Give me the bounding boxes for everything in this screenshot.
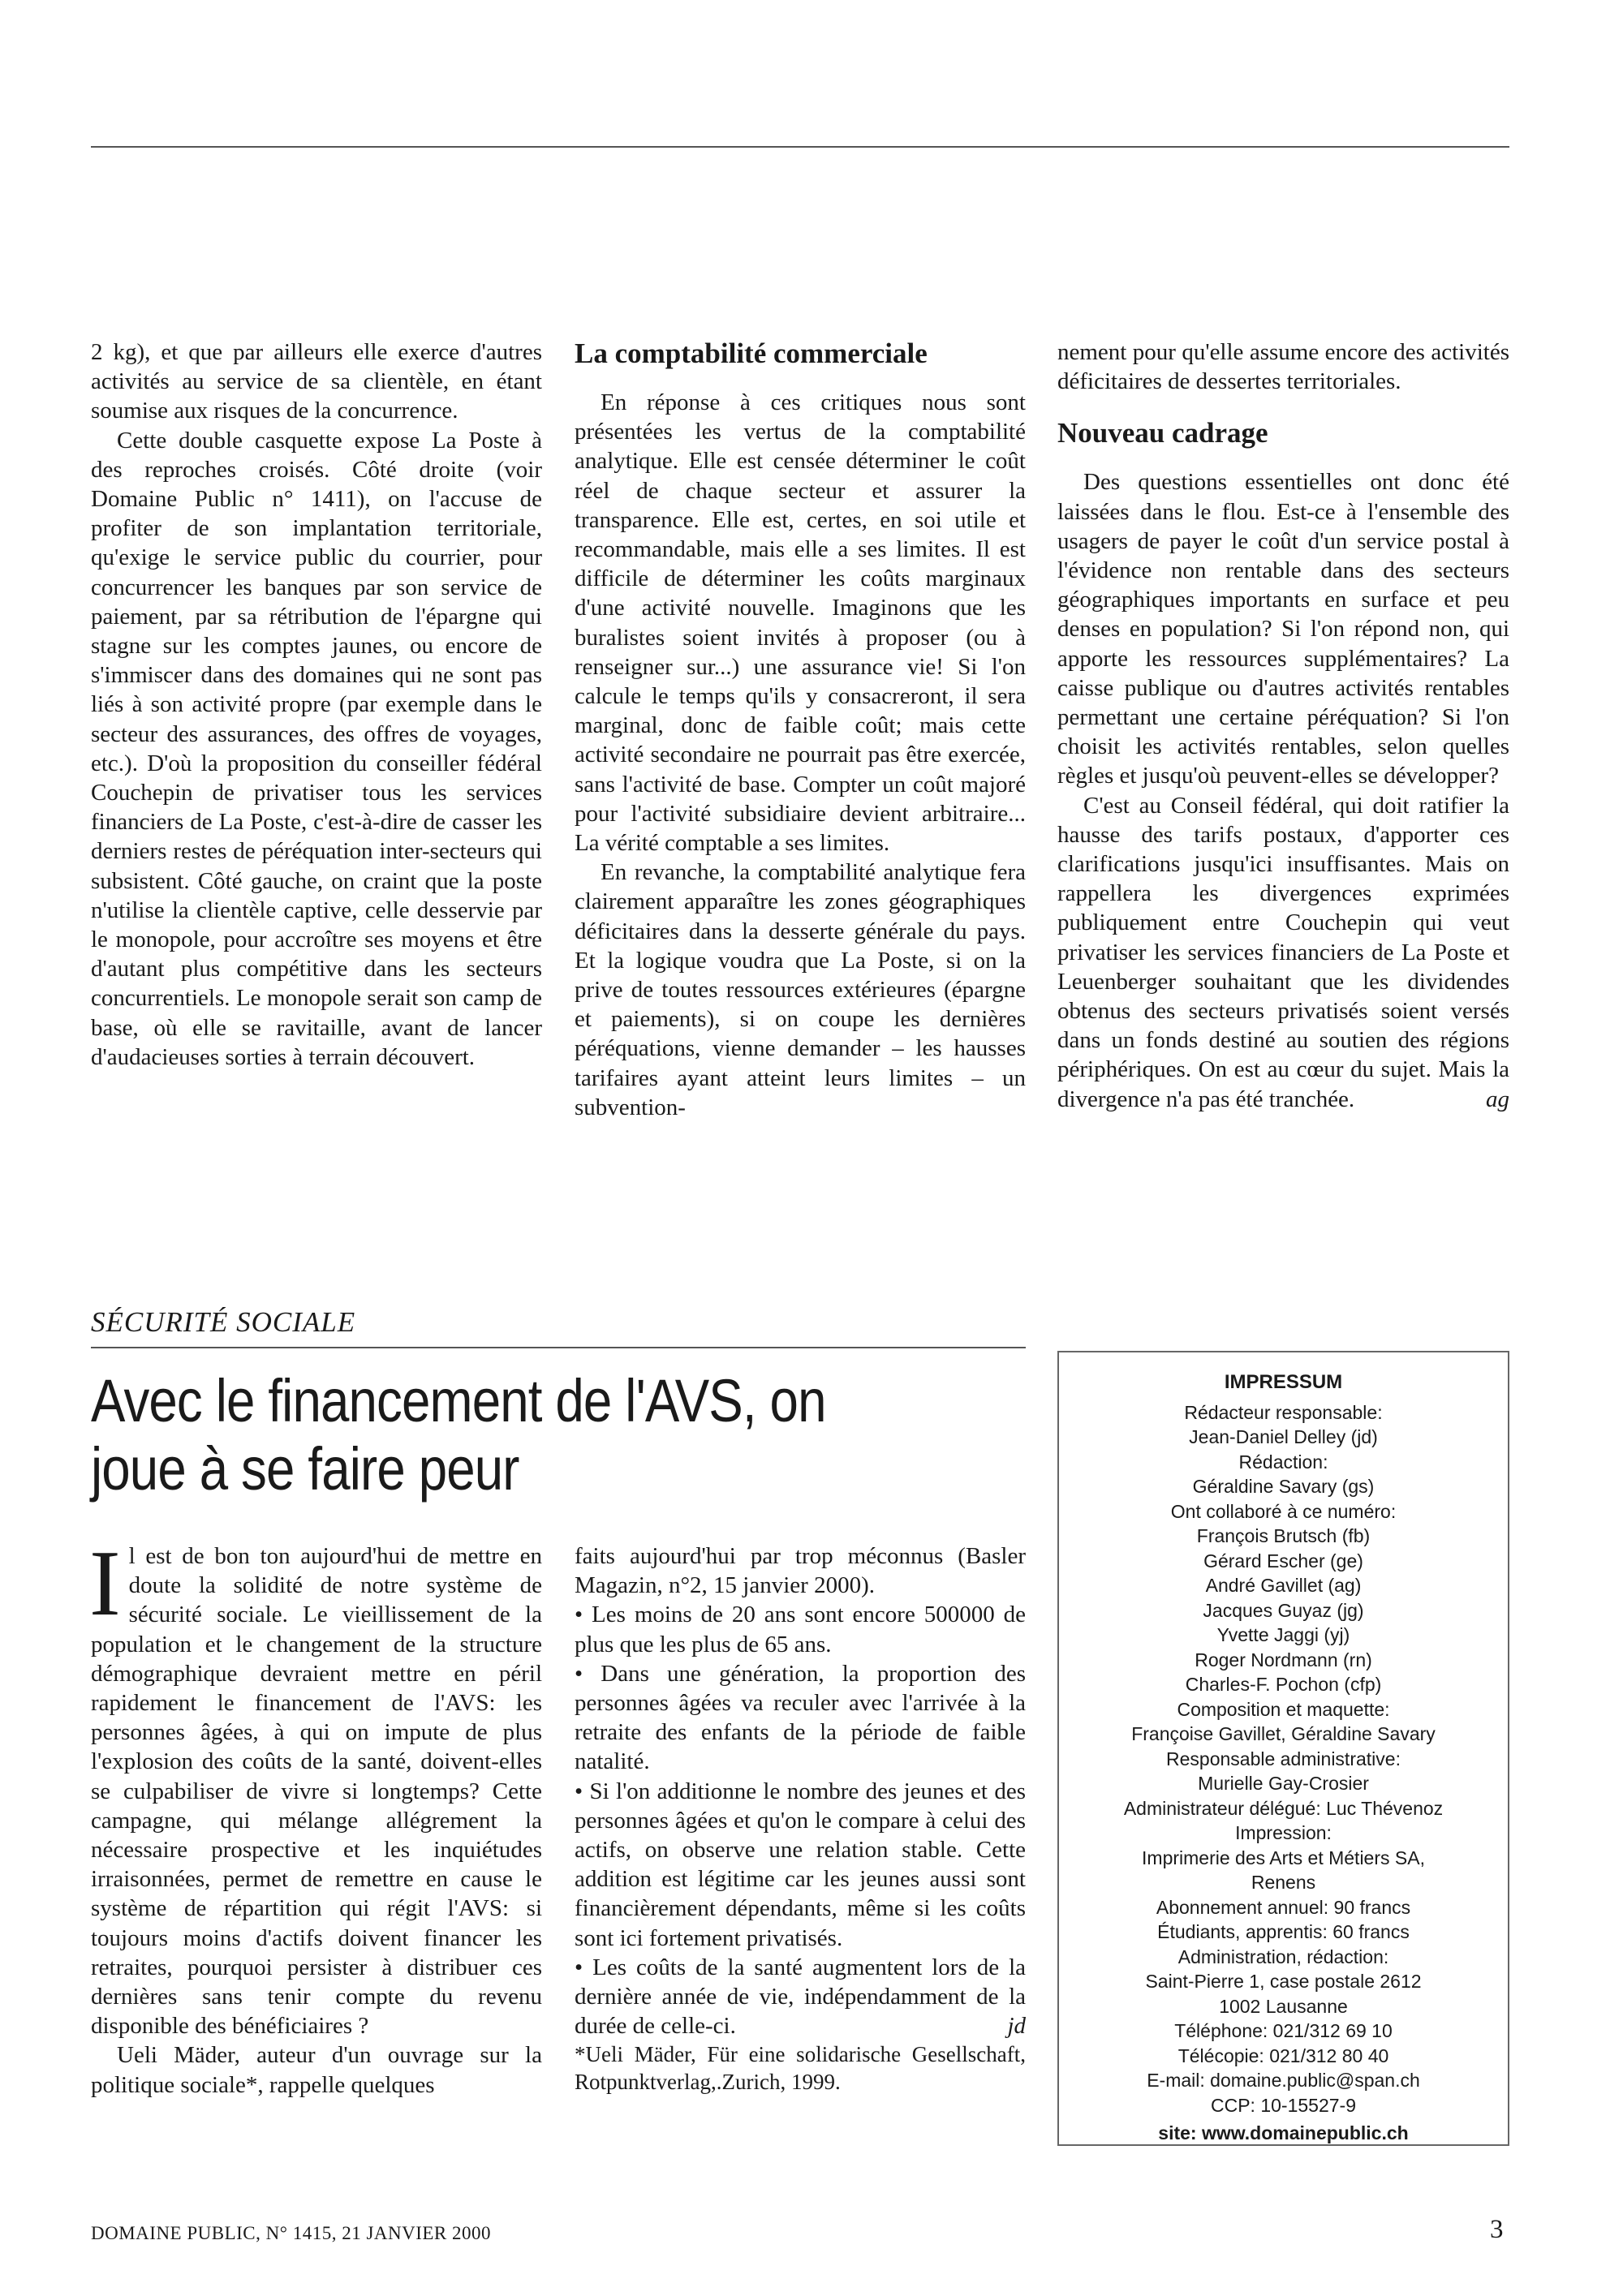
paragraph: faits aujourd'hui par trop méconnus (Basler Magazin, n°2, 15 janvier 2000). (575, 1543, 1026, 1599)
impressum-line: Télécopie: 021/312 80 40 (1177, 2044, 1389, 2066)
impressum-line: Françoise Gavillet, Géraldine Savary (1131, 1723, 1436, 1744)
article-column-1 (91, 338, 542, 1072)
paragraph-text: C'est au Conseil fédéral, qui doit ratifier la hausse des tarifs postaux, d'apporter ces clarifications jusqu'ici insuffisantes. Mais on rappellera les divergences exprimées publiquement entre Couchepin qui veut privatiser les services financiers de La Poste et Leuenberger souhaitant que les dividendes obtenus des secteurs privatisés soient versés dans un fonds destiné au soutien des régions périphériques. On est au cœur du sujet. Mais la divergence n'a pas été tranchée. (1057, 792, 1509, 1112)
impressum-line: Yvette Jaggi (yj) (1216, 1624, 1350, 1645)
impressum-line: Administration, rédaction: (1177, 1946, 1389, 1967)
impressum-line: 1002 Lausanne (1219, 1995, 1348, 2017)
impressum-lines (1059, 1400, 1508, 2118)
bullet-text: • Les coûts de la santé augmentent lors de la dernière année de vie, indépendamment de la durée de celle-ci. (575, 1954, 1026, 2040)
footer-publication: DOMAINE PUBLIC, N° 1415, 21 JANVIER 2000 (91, 2223, 492, 2243)
top-rule (91, 146, 1509, 148)
impressum-line: Géraldine Savary (gs) (1192, 1476, 1375, 1497)
article-column-3 (1057, 338, 1509, 1114)
subheading: Nouveau cadrage (1057, 417, 1268, 449)
paragraph: Des questions essentielles ont donc été laissées dans le flou. Est-ce à l'ensemble des usagers de payer le coût d'un service postal à l'évidence non rentable dans des secteurs géographiques importants en surface et peu denses en population? Si l'on répond non, qui apporte les ressources supplémentaires? La caisse publique ou d'autres activités rentables permettant une certaine péréquation? Si l'on choisit les activités rentables, selon quelles règles et jusqu'où peuvent-elles se développer? (1057, 469, 1509, 789)
paragraph: En revanche, la comptabilité analytique fera clairement apparaître les zones géographiques déficitaires dans la desserte générale du pays. Et la logique voudra que La Poste, si on la prive de toutes ressources extérieures (épargne et paiements), si on coupe les dernières péréquations, vienne demander – les hausses tarifaires ayant atteint leurs limites – un subvention- (575, 859, 1026, 1120)
author-signature: ag (1486, 1086, 1509, 1112)
author-signature: jd (1007, 2013, 1026, 2040)
footnote: *Ueli Mäder, Für eine solidarische Gesellschaft, Rotpunktverlag,.Zurich, 1999. (575, 2042, 1026, 2095)
paragraph: Cette double casquette expose La Poste à des reproches croisés. Côté droite (voir Domaine Public n° 1411), on l'accuse de profiter de son implantation territoriale, qu'exige le service public du courrier, pour concurrencer les banques par son service de paiement, par sa rétribution de l'épargne qui stagne sur les comptes jaunes, ou encore de s'immiscer dans des domaines qui ne sont pas liés à son activité propre (par exemple dans le secteur des assurances, des offres de voyages, etc.). D'où la proposition du conseiller fédéral Couchepin de privatiser tous les services financiers de La Poste, c'est-à-dire de casser les derniers restes de péréquation inter-secteurs qui subsistent. Côté gauche, on craint que la poste n'utilise la clientèle captive, celle desservie par le monopole, pour accroître ses moyens et être d'autant plus compétitive dans les secteurs concurrentiels. Le monopole serait son camp de base, où elle se ravitaille, avant de lancer d'audacieuses sorties à terrain découvert. (91, 427, 542, 1070)
bullet-item: • Si l'on additionne le nombre des jeunes et des personnes âgées et qu'on le compare à celui des actifs, on observe une relation stable. Cette addition est légitime car les jeunes aussi sont financièrement dépendants, même si les coûts sont ici fortement privatisés. (575, 1778, 1026, 1951)
impressum-line: François Brutsch (fb) (1196, 1525, 1371, 1546)
section-kicker: SÉCURITÉ SOCIALE (91, 1306, 356, 1338)
impressum-line: Roger Nordmann (rn) (1195, 1649, 1372, 1670)
impressum-line: Gérard Escher (ge) (1203, 1550, 1363, 1572)
paragraph (1057, 791, 1509, 1114)
paragraph-text: l est de bon ton aujourd'hui de mettre en doute la solidité de notre système de sécurité sociale. Le vieillissement de la population et le changement de la structure démographique devraient mettre en péril rapidement le financement de l'AVS: les personnes âgées, à qui on impute de plus l'explosion des coûts de la santé, doivent-elles se culpabiliser de vivre si longtemps? Cette campagne, qui mélange allégrement la nécessaire prospective et les inquiétudes irraisonnées, permet de remettre en cause le système de répartition qui régit l'AVS: si toujours moins d'actifs doivent financer les retraites, pourquoi persister à distribuer ces dernières sans tenir compte du revenu disponible des bénéficiaires ? (91, 1543, 542, 2040)
impressum-line: Impression: (1235, 1822, 1332, 1843)
paragraph: En réponse à ces critiques nous sont présentées les vertus de la comptabilité analytique. Elle est censée déterminer le coût réel de chaque secteur et assurer la transparence. Elle est, certes, en soi utile et recommandable, mais elle a ses limites. Il est difficile de déterminer les coûts marginaux d'une activité nouvelle. Imaginons que les buralistes soient invités à proposer (ou à renseigner sur...) une assurance vie! Si l'on calcule le temps qu'ils y consacreront, il sera marginal, donc de faible coût; mais cette activité secondaire ne pourrait pas être exercée, sans l'activité de base. Compter un coût majoré pour l'activité subsidiaire devient arbitraire... La vérité comptable a ses limites. (575, 389, 1026, 857)
impressum-line: Imprimerie des Arts et Métiers SA, (1142, 1847, 1425, 1868)
impressum-line: Murielle Gay-Crosier (1198, 1773, 1369, 1794)
impressum-line: Jean-Daniel Delley (jd) (1189, 1426, 1378, 1447)
kicker-rule (91, 1347, 1026, 1348)
bullet-item: • Les moins de 20 ans sont encore 500000 de plus que les plus de 65 ans. (575, 1602, 1026, 1658)
paragraph: 2 kg), et que par ailleurs elle exerce d'autres activités au service de sa clientèle, en étant soumise aux risques de la concurrence. (91, 339, 542, 424)
article2-column-2 (575, 1541, 1026, 2096)
impressum-box (1057, 1351, 1509, 2146)
paragraph (89, 1532, 542, 2040)
impressum-line: Rédacteur responsable: (1184, 1401, 1383, 1423)
impressum-line: Charles-F. Pochon (cfp) (1185, 1674, 1382, 1695)
impressum-line: Ont collaboré à ce numéro: (1170, 1500, 1397, 1522)
paragraph: nement pour qu'elle assume encore des activités déficitaires de dessertes territoriales. (1057, 339, 1509, 395)
impressum-line: Administrateur délégué: Luc Thévenoz (1123, 1797, 1444, 1819)
bullet-item (575, 1953, 1026, 2041)
article2-column-1 (89, 1532, 542, 2100)
impressum-website: site: www.domainepublic.ch (1158, 2122, 1409, 2143)
article-headline: Avec le financement de l'AVS, on joue à se faire peur (91, 1367, 826, 1503)
impressum-line: Abonnement annuel: 90 francs (1156, 1896, 1411, 1918)
impressum-line: CCP: 10-15527-9 (1211, 2094, 1356, 2116)
subheading: La comptabilité commerciale (575, 338, 928, 369)
paragraph: Ueli Mäder, auteur d'un ouvrage sur la politique sociale*, rappelle quelques (91, 2042, 542, 2098)
impressum-line: Jacques Guyaz (jg) (1203, 1599, 1364, 1621)
bullet-item: • Dans une génération, la proportion des personnes âgées va reculer avec l'arrivée à la retraite des enfants de la période de faible natalité. (575, 1660, 1026, 1775)
impressum-line: André Gavillet (ag) (1205, 1575, 1362, 1596)
drop-cap: I (89, 1532, 121, 1636)
impressum-title: IMPRESSUM (1224, 1371, 1343, 1393)
impressum-line: Étudiants, apprentis: 60 francs (1157, 1921, 1410, 1942)
impressum-line: Composition et maquette: (1177, 1698, 1390, 1720)
impressum-line: Rédaction: (1238, 1451, 1328, 1473)
impressum-line: Téléphone: 021/312 69 10 (1174, 2020, 1393, 2041)
impressum-line: Saint-Pierre 1, case postale 2612 (1145, 1971, 1422, 1992)
article-column-2 (575, 338, 1026, 1122)
impressum-line: Responsable administrative: (1166, 1748, 1401, 1769)
impressum-line: E-mail: domaine.public@span.ch (1147, 2070, 1420, 2091)
impressum-line: Renens (1251, 1872, 1316, 1893)
page-number: 3 (1490, 2215, 1504, 2244)
